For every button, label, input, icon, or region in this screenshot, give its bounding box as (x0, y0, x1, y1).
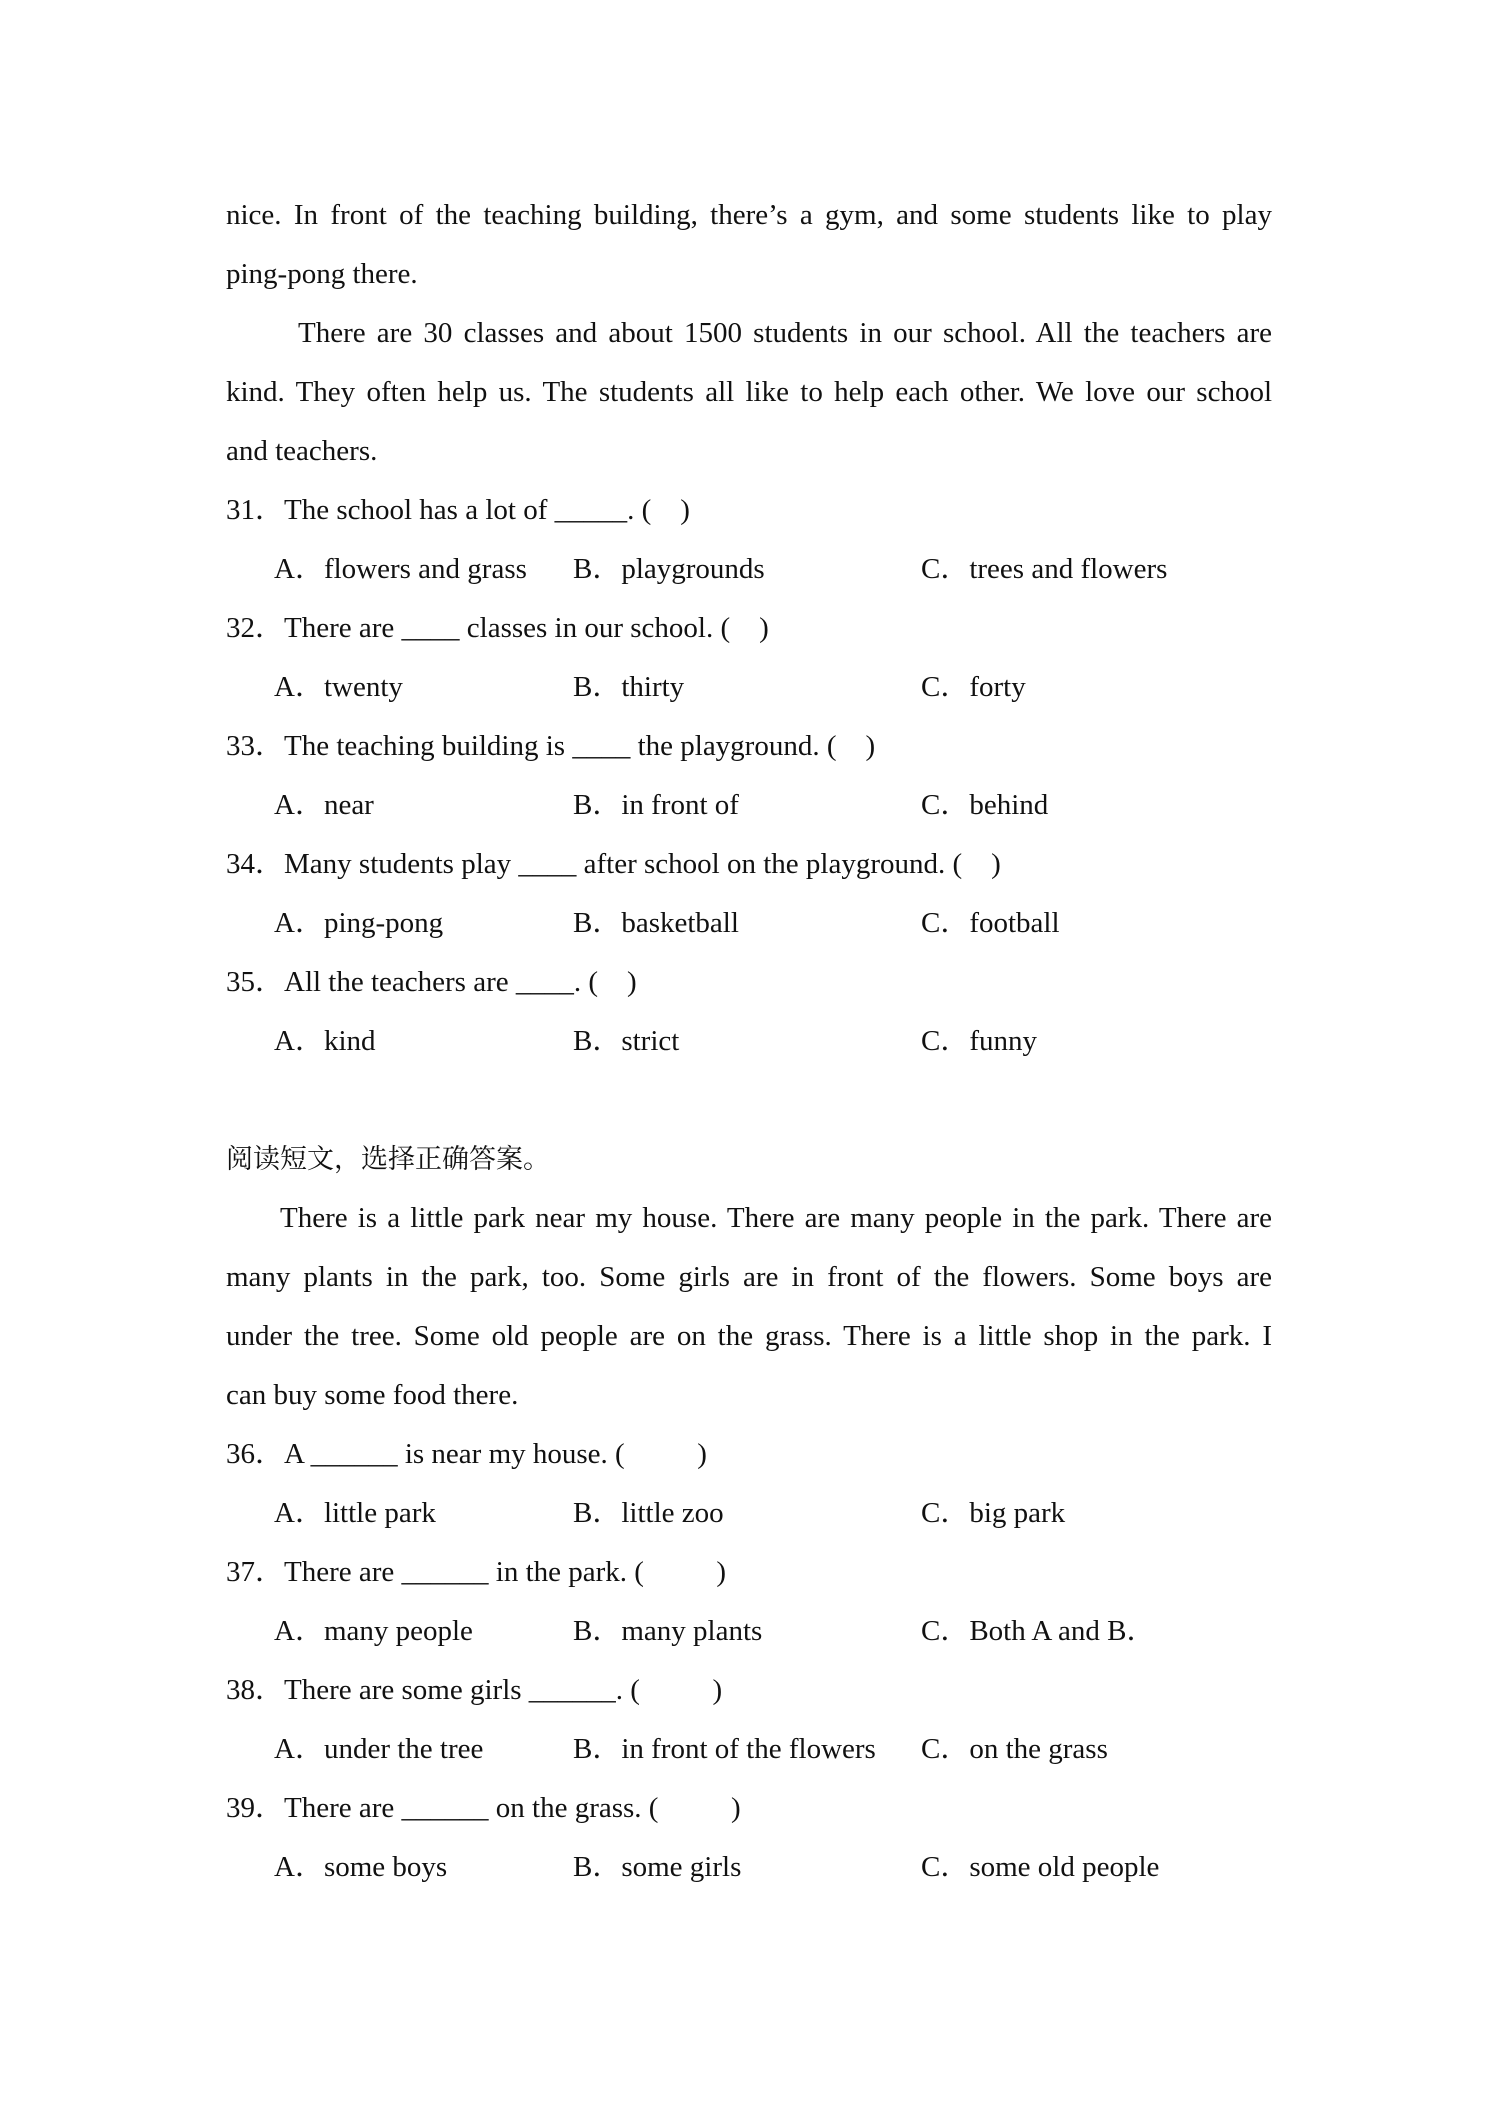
option-c[interactable]: C．funny (921, 1025, 1038, 1057)
option-a[interactable]: A．flowers and grass (274, 553, 527, 585)
question-stem: 35．All the teachers are ____. ( ) (226, 966, 637, 998)
section-spacer (226, 1071, 1272, 1130)
question-stem: 37．There are ______ in the park. ( ) (226, 1556, 727, 1588)
option-a[interactable]: A．some boys (274, 1851, 448, 1883)
passage-line: and teachers. (226, 435, 378, 467)
option-a[interactable]: A．kind (274, 1025, 376, 1057)
answer-options (226, 776, 1272, 835)
passage-line: ping-pong there. (226, 258, 418, 290)
answer-options (226, 1602, 1272, 1661)
option-b[interactable]: B．some girls (573, 1851, 742, 1883)
option-b[interactable]: B．strict (573, 1025, 680, 1057)
option-b[interactable]: B．many plants (573, 1615, 763, 1647)
option-c[interactable]: C．some old people (921, 1851, 1160, 1883)
option-a[interactable]: A．little park (274, 1497, 436, 1529)
question-stem: 36．A ______ is near my house. ( ) (226, 1438, 707, 1470)
option-b[interactable]: B．in front of the flowers (573, 1733, 876, 1765)
option-c[interactable]: C．Both A and B． (921, 1615, 1156, 1647)
option-c[interactable]: C．forty (921, 671, 1026, 703)
option-c[interactable]: C．on the grass (921, 1733, 1108, 1765)
passage-line: under the tree. Some old people are on the grass. There is a little shop in the park. I (226, 1320, 1272, 1352)
option-c[interactable]: C．football (921, 907, 1060, 939)
option-c[interactable]: C．behind (921, 789, 1049, 821)
answer-options (226, 1838, 1272, 1897)
option-a[interactable]: A．under the tree (274, 1733, 484, 1765)
question-stem: 34．Many students play ____ after school on the playground. ( ) (226, 848, 1001, 880)
question-stem: 32．There are ____ classes in our school. ( ) (226, 612, 769, 644)
answer-options (226, 1484, 1272, 1543)
option-a[interactable]: A．ping-pong (274, 907, 444, 939)
passage-line: kind. They often help us. The students all like to help each other. We love our school (226, 376, 1272, 408)
option-b[interactable]: B．basketball (573, 907, 739, 939)
option-c[interactable]: C．trees and flowers (921, 553, 1168, 585)
passage-line: There are 30 classes and about 1500 students in our school. All the teachers are (298, 317, 1272, 349)
answer-options (226, 1720, 1272, 1779)
question-stem: 33．The teaching building is ____ the playground. ( ) (226, 730, 876, 762)
option-c[interactable]: C．big park (921, 1497, 1066, 1529)
question-stem: 38．There are some girls ______. ( ) (226, 1674, 723, 1706)
section-instruction: 阅读短文，选择正确答案。 (226, 1144, 550, 1175)
question-stem: 39．There are ______ on the grass. ( ) (226, 1792, 741, 1824)
passage-line: nice. In front of the teaching building, there’s a gym, and some students like to play (226, 199, 1272, 231)
answer-options (226, 894, 1272, 953)
passage-line: many plants in the park, too. Some girls are in front of the flowers. Some boys are (226, 1261, 1272, 1293)
question-stem: 31．The school has a lot of _____. ( ) (226, 494, 690, 526)
option-b[interactable]: B．in front of (573, 789, 739, 821)
answer-options (226, 658, 1272, 717)
option-b[interactable]: B．playgrounds (573, 553, 765, 585)
option-a[interactable]: A．near (274, 789, 374, 821)
option-a[interactable]: A．many people (274, 1615, 473, 1647)
passage-line: can buy some food there. (226, 1379, 519, 1411)
option-a[interactable]: A．twenty (274, 671, 403, 703)
option-b[interactable]: B．thirty (573, 671, 685, 703)
option-b[interactable]: B．little zoo (573, 1497, 724, 1529)
answer-options (226, 540, 1272, 599)
answer-options (226, 1012, 1272, 1071)
worksheet-content (226, 186, 1272, 1897)
passage-line: There is a little park near my house. There are many people in the park. There are (280, 1202, 1272, 1234)
